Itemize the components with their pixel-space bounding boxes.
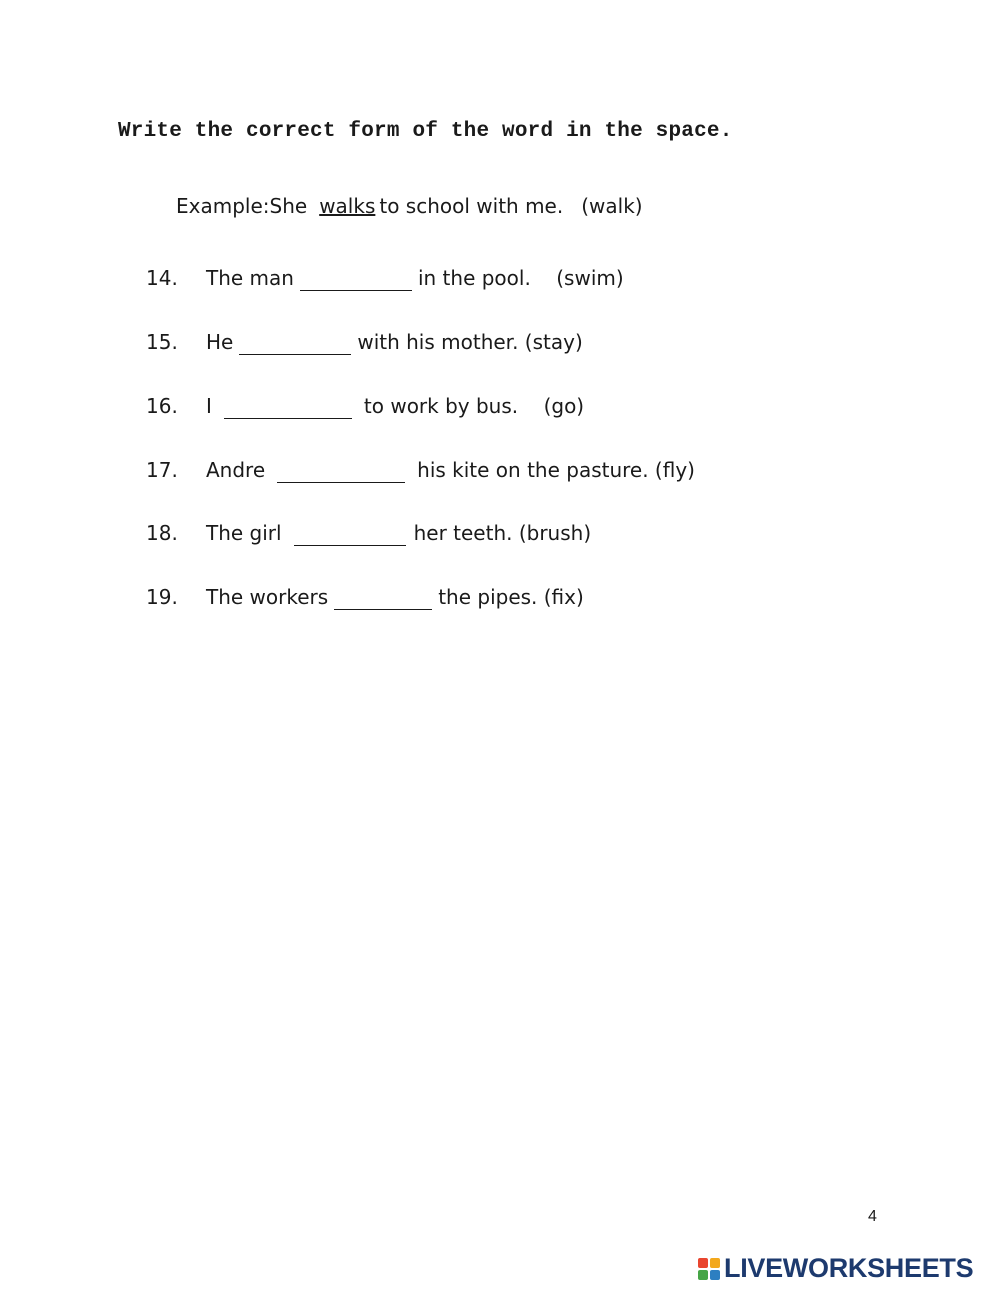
answer-input-19[interactable] — [334, 589, 432, 610]
question-number: 17. — [146, 458, 178, 482]
example-answer: walks — [319, 194, 376, 218]
question-text-before: The workers — [206, 585, 329, 609]
answer-input-15[interactable] — [239, 334, 351, 355]
example-prefix: Example:She — [176, 194, 308, 218]
question-text-after: in the pool. (swim) — [417, 266, 624, 290]
answer-input-14[interactable] — [300, 270, 412, 291]
question-text-before: He — [206, 330, 234, 354]
question-text-after: his kite on the pasture. (fly) — [417, 458, 695, 482]
question-15 — [146, 330, 583, 355]
question-number: 14. — [146, 266, 178, 290]
brand-wordmark: LIVEWORKSHEETS — [724, 1253, 974, 1283]
question-number: 18. — [146, 521, 178, 545]
question-number: 19. — [146, 585, 178, 609]
question-17 — [146, 458, 695, 483]
example-sentence — [176, 194, 643, 218]
question-number: 16. — [146, 394, 178, 418]
question-text-before: The man — [206, 266, 294, 290]
question-text-after: with his mother. (stay) — [357, 330, 583, 354]
question-16 — [146, 394, 584, 419]
question-text-before: Andre — [206, 458, 266, 482]
example-hint: (walk) — [581, 194, 643, 218]
example-rest: to school with me. — [379, 194, 564, 218]
answer-input-16[interactable] — [224, 398, 352, 419]
question-number: 15. — [146, 330, 178, 354]
question-text-after: her teeth. (brush) — [413, 521, 592, 545]
question-text-before: The girl — [206, 521, 282, 545]
question-18 — [146, 521, 591, 546]
question-19 — [146, 585, 584, 610]
answer-input-18[interactable] — [294, 525, 406, 546]
liveworksheets-brand — [697, 1255, 973, 1282]
question-14 — [146, 266, 624, 291]
liveworksheets-logo-icon — [697, 1257, 721, 1281]
question-text-after: to work by bus. (go) — [363, 394, 585, 418]
instruction-heading: Write the correct form of the word in the space. — [118, 120, 733, 143]
page-number: 4 — [868, 1208, 877, 1225]
question-text-after: the pipes. (fix) — [438, 585, 584, 609]
question-text-before: I — [206, 394, 212, 418]
answer-input-17[interactable] — [277, 462, 405, 483]
